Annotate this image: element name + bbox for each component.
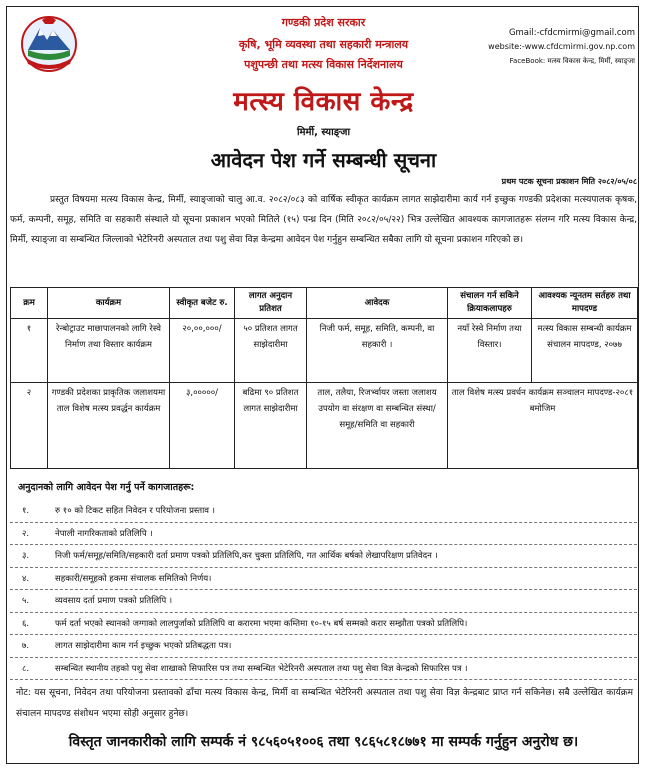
table-row — [11, 319, 638, 383]
cell-program: रेन्बोट्राउट माछापालनको लागि रेस्वे निर्माण तथा विस्तार कार्यक्रम — [48, 319, 170, 383]
cell-criteria: मत्स्य विकास सम्बन्धी कार्यक्रम संचालन मापदण्ड, २०७७ — [532, 319, 638, 383]
col-header-budget: स्वीकृत बजेट रु. — [170, 288, 235, 319]
documents-heading: अनुदानको लागि आवेदन पेश गर्नु पर्ने कागजातहरू: — [18, 482, 195, 493]
list-item-number: ६. — [22, 618, 30, 629]
directorate-name: पशुपन्छी तथा मत्स्य विकास निर्देशनालय — [244, 58, 403, 71]
cell-activities: नयाँ रेस्वे निर्माण तथा विस्तार। — [448, 319, 532, 383]
list-item-text: लागत साझेदारीमा काम गर्न इच्छुक भएको प्रतिबद्धता पत्र। — [55, 641, 232, 652]
col-header-sn: क्रम — [11, 288, 48, 319]
list-item-number: १. — [22, 506, 30, 517]
cell-sn: २ — [11, 383, 48, 469]
contact-facebook: FaceBook: मत्स्य विकास केन्द्र, मिर्मी, स्याङ्जा — [509, 57, 635, 65]
notice-intro: प्रस्तुत विषयमा मत्स्य विकास केन्द्र, मिर्मी, स्याङ्जाको चालु आ.व. २०८२/०८३ को वार्षिक स्वीकृत कार्यक्रम लागत साझेदारीमा कार्य गर्न इच्छुक गण्डकी प्रदेशका मत्स्यपालक कृषक, फर्म, कम्पनी, समूह, समिति वा सहकारी संस्थाले यो सूचना प्रकाशन भएको मितिले (१५) पन्ध्र दिन (मिति २०८२/०५/२२) भित्र उल्लेखित आवश्यक कागजातहरू संलग्न गरि मत्स्य विकास केन्द्र, मिर्मी, स्याङ्जा वा सम्बन्धित जिल्लाको भेटेरिनरी अस्पताल तथा पशु सेवा विज्ञ केन्द्रमा आवेदन पेश गर्नुहुन सम्बन्धित सबैका लागि यो सूचना प्रकाशन गरिएको छ। — [10, 195, 637, 245]
list-item — [10, 590, 637, 613]
list-item-number: ४. — [22, 573, 30, 584]
list-item-text: व्यवसाय दर्ता प्रमाण पत्रको प्रतिलिपि । — [55, 596, 173, 607]
publication-date: प्रथम पटक सूचना प्रकाशन मिति २०८२/०५/०८ — [501, 177, 637, 186]
list-item — [10, 635, 637, 658]
list-item-number: ७. — [22, 641, 30, 652]
cell-program: गण्डकी प्रदेशका प्राकृतिक जलाशयमा ताल विशेष मत्स्य प्रवर्द्धन कार्यक्रम — [48, 383, 170, 469]
cell-applicant: निजी फर्म, समूह, समिति, कम्पनी, वा सहकारी । — [307, 319, 448, 383]
list-item — [10, 545, 637, 568]
list-item-number: २. — [22, 528, 30, 539]
list-item-text: फर्म दर्ता भएको स्थानको जग्गाको लालपुर्जाको प्रतिलिपि वा करारमा भएमा कम्तिमा १०-१५ बर्ष सम्मको करार सम्झौता पत्रको प्रतिलिपि। — [55, 618, 468, 629]
table-row — [11, 383, 638, 469]
cell-budget: २०,००,०००/ — [170, 319, 235, 383]
list-item-number: ५. — [22, 596, 30, 607]
list-item — [10, 523, 637, 546]
col-header-percent: लागत अनुदान प्रतिशत — [235, 288, 307, 319]
list-item — [10, 500, 637, 523]
cell-budget: ३,०००००/ — [170, 383, 235, 469]
notice-title: आवेदन पेश गर्ने सम्बन्धी सूचना — [210, 148, 437, 172]
list-item-number: ३. — [22, 551, 30, 562]
notice-note: नोट: यस सूचना, निवेदन तथा परियोजना प्रस्तावको ढाँचा मत्स्य विकास केन्द्र, मिर्मी वा सम्बन्धित भेटेरिनरी अस्पताल तथा पशु सेवा विज्ञ केन्द्रबाट प्राप्त गर्न सकिनेछ। सबै उल्लेखित कार्यक्रम संचालन मापदण्ड संशोधन भएमा सोही अनुसार हुनेछ। — [16, 688, 633, 719]
list-item-text: सहकारी/समूहको हकमा संचालक समितिको निर्णय। — [55, 573, 212, 584]
contact-footer: विस्तृत जानकारीको लागि सम्पर्क नं ९८५६०५१००६ तथा ९८६५८१८७७१ मा सम्पर्क गर्नुहुन अनुरोध छ। — [68, 734, 579, 750]
list-item-number: ८. — [22, 663, 30, 674]
contact-website: website:-www.cfdcmirmi.gov.np.com — [488, 42, 635, 51]
program-table — [10, 287, 638, 469]
col-header-program: कार्यक्रम — [48, 288, 170, 319]
list-item — [10, 658, 637, 681]
list-item — [10, 568, 637, 591]
col-header-criteria: आवश्यक न्यूनतम सर्तहरु तथा मापदण्ड — [532, 288, 638, 319]
cell-percent: ५० प्रतिशत लागत साझेदारीमा — [235, 319, 307, 383]
documents-list — [10, 500, 637, 680]
list-item-text: निजी फर्म/समूह/समिति/सहकारी दर्ता प्रमाण पत्रको प्रतिलिपि,कर चुक्ता प्रतिलिपि, गत आर्थिक बर्षको लेखापरिक्षण प्रतिवेदन । — [55, 551, 438, 562]
col-header-applicant: आवेदक — [307, 288, 448, 319]
list-item-text: नेपाली नागरिकताको प्रतिलिपि । — [55, 528, 153, 539]
office-name: मत्स्य विकास केन्द्र — [233, 87, 414, 117]
list-item-text: सम्बन्धित स्थानीय तहको पशु सेवा शाखाको सिफारिस पत्र तथा सम्बन्धित भेटेरिनरी अस्पताल तथा पशु सेवा विज्ञ केन्द्रको सिफारिस पत्र । — [55, 663, 468, 674]
cell-sn: १ — [11, 319, 48, 383]
list-item-text: रु १० को टिकट सहित निवेदन र परियोजना प्रस्ताव । — [55, 506, 215, 517]
cell-percent: बढिमा ९० प्रतिशत लागत साझेदारीमा — [235, 383, 307, 469]
cell-activities-criteria-merged: ताल विशेष मत्स्य प्रवर्धन कार्यक्रम सञ्चालन मापदण्ड-२०८१ बमोजिम — [448, 383, 638, 469]
col-header-activities: संचालन गर्न सकिने क्रियाकलापहरु — [448, 288, 532, 319]
cell-applicant: ताल, तलैया, रिजर्भ्वायर जस्ता जलाशय उपयोग वा संरक्षण वा सम्बन्धित संस्था/समूह/समिति वा सहकारी — [307, 383, 448, 469]
office-location: मिर्मी, स्याङ्जा — [296, 127, 351, 138]
list-item — [10, 613, 637, 636]
contact-email: Gmail:-cfdcmirmi@gmail.com — [508, 28, 635, 38]
government-name: गण्डकी प्रदेश सरकार — [281, 16, 366, 29]
ministry-name: कृषि, भूमि व्यवस्था तथा सहकारी मन्त्रालय — [238, 38, 409, 51]
table-header-row — [11, 288, 638, 319]
